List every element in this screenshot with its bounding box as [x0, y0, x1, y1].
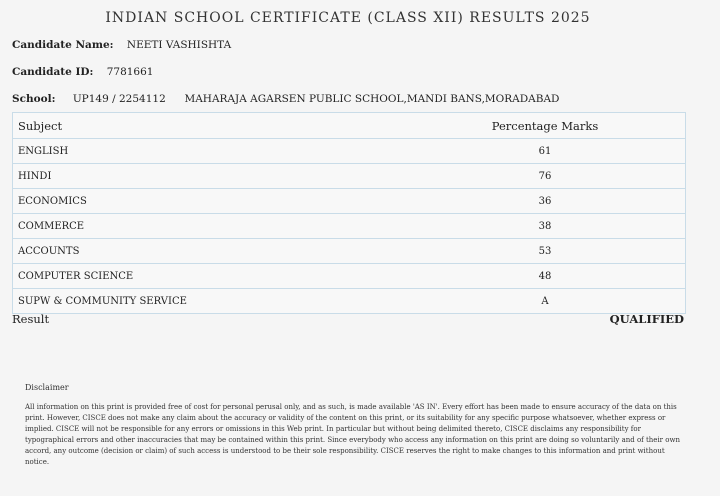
disclaimer-text: All information on this print is provided free of cost for personal perusal only, and as such, is made available 'AS IN'. Every effort has been made to ensure accuracy of the data on this print. However, CISCE does not make any claim about the accuracy or validity of the content on this print, or its suitability for any specific purpose whatsoever, whether express or implied. CISCE will not be responsible for any errors or omissions in this Web print. In particular but without being delimited thereto, CISCE disclaims any responsibility for typographical errors and other inaccuracies that may be contained within this print. Since everybody who access any information on this print are doing so voluntarily and of their own accord, any outcome (decision or claim) of such access is understood to be their sole responsibility. CISCE reserves the right to make changes to this information and print without notice.: [25, 403, 680, 466]
marks-cell: 36: [538, 195, 552, 207]
candidate-name-row: [12, 39, 231, 51]
table-row: [13, 163, 685, 188]
subject-cell: ENGLISH: [18, 145, 69, 157]
school-name: MAHARAJA AGARSEN PUBLIC SCHOOL,MANDI BANS,MORADABAD: [184, 93, 560, 105]
school-row: [12, 93, 559, 105]
marks-cell: 61: [538, 145, 552, 157]
candidate-id-value: 7781661: [106, 66, 154, 78]
subject-cell: ECONOMICS: [18, 195, 87, 207]
school-label: School:: [12, 93, 56, 105]
marks-column-header: Percentage Marks: [491, 118, 599, 133]
table-row: [13, 238, 685, 263]
candidate-id-label: Candidate ID:: [12, 66, 94, 78]
subject-column-header: Subject: [18, 118, 63, 133]
marks-cell: 48: [538, 270, 552, 282]
table-row: [13, 213, 685, 238]
table-row: [13, 263, 685, 288]
candidate-name-value: NEETI VASHISHTA: [126, 39, 232, 51]
result-label: Result: [12, 312, 50, 326]
table-row: [13, 188, 685, 213]
subject-cell: HINDI: [18, 170, 52, 182]
candidate-name-label: Candidate Name:: [12, 39, 114, 51]
disclaimer-title: Disclaimer: [25, 383, 69, 392]
table-row: [13, 138, 685, 163]
page-title: INDIAN SCHOOL CERTIFICATE (CLASS XII) RESULTS 2025: [105, 10, 591, 26]
marks-cell: A: [541, 295, 549, 307]
subject-cell: COMMERCE: [18, 220, 85, 232]
result-row: [12, 312, 684, 326]
table-row: [13, 288, 685, 313]
subject-cell: COMPUTER SCIENCE: [18, 270, 134, 282]
result-value: QUALIFIED: [609, 312, 684, 326]
table-header: [13, 113, 685, 138]
marks-cell: 38: [538, 220, 552, 232]
marks-cell: 76: [538, 170, 552, 182]
school-code: UP149 / 2254112: [72, 93, 166, 105]
subject-cell: SUPW & COMMUNITY SERVICE: [18, 295, 187, 307]
subject-cell: ACCOUNTS: [18, 245, 80, 257]
marks-cell: 53: [538, 245, 552, 257]
candidate-id-row: [12, 66, 153, 78]
marks-table: [12, 112, 686, 314]
